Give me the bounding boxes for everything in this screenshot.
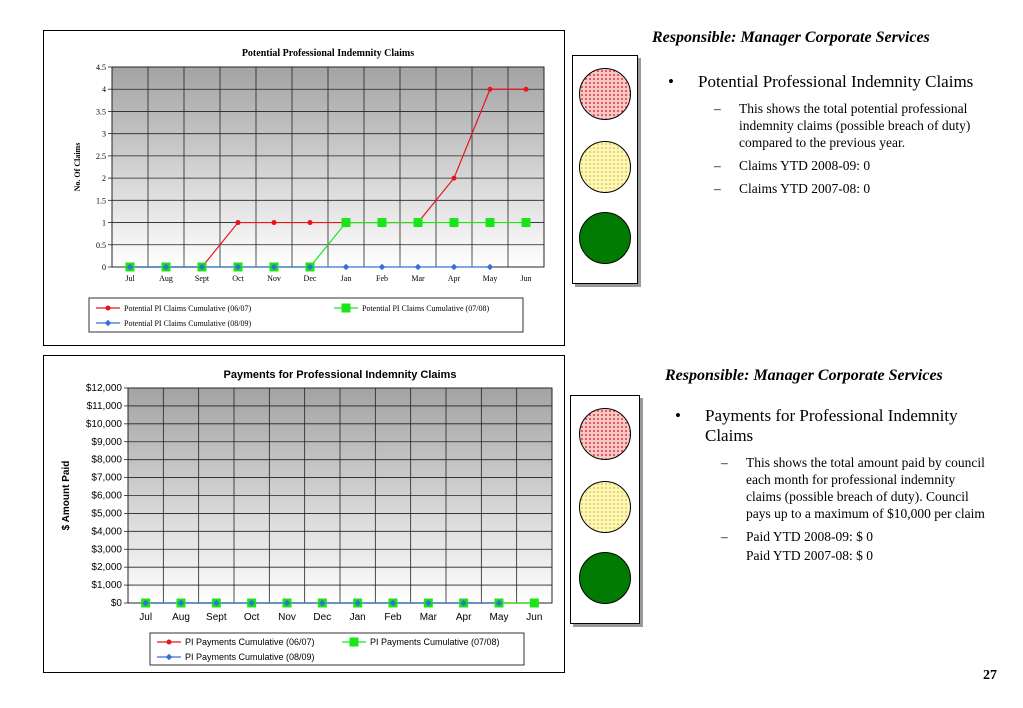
y-tick-label: 0 [102, 263, 106, 272]
x-tick-label: Aug [159, 274, 173, 283]
y-tick-label: $12,000 [85, 383, 122, 394]
green-light [579, 552, 631, 604]
y-tick-label: 3.5 [96, 107, 106, 117]
chart-title: Potential Professional Indemnity Claims [241, 48, 415, 59]
y-tick-label: $3,000 [91, 544, 122, 556]
x-tick-label: Jul [125, 274, 135, 283]
y-tick-label: 1.5 [96, 196, 106, 206]
y-tick-label: $0 [110, 598, 122, 609]
payments-subitem [667, 454, 993, 522]
x-tick-label: Jul [139, 612, 153, 623]
x-tick-label: May [489, 612, 509, 623]
y-tick-label: 0.5 [96, 240, 106, 250]
x-tick-label: Sept [194, 274, 210, 283]
red-light [579, 68, 631, 120]
data-point [272, 220, 277, 225]
traffic-light-2 [570, 395, 640, 624]
y-tick-label: $9,000 [91, 436, 122, 448]
x-tick-label: Nov [278, 612, 296, 623]
data-point [414, 218, 423, 227]
x-tick-label: Dec [313, 612, 332, 623]
payments-description [667, 406, 993, 564]
claims-bullet [660, 72, 980, 92]
y-tick-label: $1,000 [91, 580, 122, 592]
amber-light [579, 141, 631, 193]
x-tick-label: Jan [340, 274, 352, 283]
claims-description [660, 72, 980, 197]
data-point [488, 87, 493, 92]
dash: – [714, 158, 721, 173]
data-point [452, 176, 457, 181]
y-axis-label: No. Of Claims [73, 142, 82, 192]
bullet-dot: • [675, 406, 681, 425]
claims-ytd-0708: Claims YTD 2007-08: 0 [739, 181, 871, 196]
chart-title: Payments for Professional Indemnity Claims [223, 369, 457, 381]
data-point [522, 218, 531, 227]
dash: – [721, 455, 728, 470]
y-tick-label: $10,000 [85, 418, 122, 430]
payments-bullet-text: Payments for Professional Indemnity Claims [705, 406, 958, 445]
data-point [530, 599, 539, 608]
data-point [106, 306, 111, 311]
claims-ytd-0809: Claims YTD 2008-09: 0 [739, 158, 871, 173]
responsible-heading-2: Responsible: Manager Corporate Services [665, 367, 943, 384]
dash: – [714, 101, 721, 116]
y-tick-label: $2,000 [91, 562, 122, 574]
x-tick-label: Oct [243, 612, 260, 623]
x-tick-label: Feb [384, 612, 402, 623]
data-point [236, 220, 241, 225]
payments-subitem [667, 547, 993, 564]
data-point [524, 87, 529, 92]
y-axis-label: $ Amount Paid [61, 460, 72, 531]
legend-label: PI Payments Cumulative (07/08) [370, 637, 500, 647]
y-tick-label: $4,000 [91, 526, 122, 538]
x-tick-label: Jun [520, 274, 532, 283]
paid-ytd-0809: Paid YTD 2008-09: $ 0 [746, 529, 873, 544]
amber-light [579, 481, 631, 533]
claims-chart-svg [44, 31, 564, 345]
dash: – [721, 529, 728, 544]
y-tick-label: 2 [102, 174, 106, 184]
data-point [342, 218, 351, 227]
claims-chart [43, 30, 565, 346]
x-tick-label: Jan [349, 612, 366, 623]
y-tick-label: $8,000 [91, 454, 122, 466]
traffic-light-1 [572, 55, 638, 284]
x-tick-label: May [482, 274, 498, 283]
bullet-dot: • [668, 72, 674, 91]
y-tick-label: 2.5 [96, 151, 106, 161]
y-tick-label: 4.5 [96, 63, 106, 72]
responsible-heading-1: Responsible: Manager Corporate Services [652, 29, 930, 46]
claims-subitem-text: This shows the total potential professional indemnity claims (possible breach of duty) compared to the previous year. [739, 101, 971, 150]
y-tick-label: $7,000 [91, 472, 122, 484]
payments-subitem-text: This shows the total amount paid by council each month for professional indemnity claims (possible breach of duty). Council pays up to a maximum of $10,000 per claim [746, 455, 985, 521]
y-tick-label: 4 [102, 85, 106, 95]
legend-label: Potential PI Claims Cumulative (06/07) [124, 304, 252, 313]
x-tick-label: Apr [455, 612, 472, 623]
legend-label: Potential PI Claims Cumulative (08/09) [124, 319, 252, 328]
data-point [450, 218, 459, 227]
y-tick-label: $5,000 [91, 508, 122, 520]
x-tick-label: Dec [303, 274, 317, 283]
data-point [378, 218, 387, 227]
y-tick-label: 3 [102, 129, 106, 139]
x-tick-label: Apr [447, 274, 461, 283]
claims-subitem [660, 180, 980, 197]
x-tick-label: Jun [526, 612, 543, 623]
legend-label: Potential PI Claims Cumulative (07/08) [362, 304, 490, 313]
payments-chart-svg [44, 356, 564, 672]
dash: – [714, 181, 721, 196]
legend-label: PI Payments Cumulative (06/07) [185, 637, 315, 647]
x-tick-label: Mar [411, 274, 425, 283]
green-light [579, 212, 631, 264]
page-number: 27 [983, 668, 997, 683]
paid-ytd-0708: Paid YTD 2007-08: $ 0 [746, 548, 873, 563]
claims-subitem [660, 100, 980, 151]
y-tick-label: 1 [102, 218, 106, 228]
x-tick-label: Sept [206, 612, 227, 623]
x-tick-label: Nov [267, 274, 281, 283]
y-tick-label: $6,000 [91, 490, 122, 502]
payments-bullet [667, 406, 993, 446]
legend-label: PI Payments Cumulative (08/09) [185, 652, 315, 662]
data-point [342, 304, 351, 313]
y-tick-label: $11,000 [86, 400, 122, 412]
data-point [486, 218, 495, 227]
x-tick-label: Oct [232, 274, 244, 283]
red-light [579, 408, 631, 460]
payments-chart [43, 355, 565, 673]
data-point [308, 220, 313, 225]
data-point [167, 640, 172, 645]
x-tick-label: Feb [376, 274, 388, 283]
claims-bullet-text: Potential Professional Indemnity Claims [698, 72, 974, 91]
claims-subitem [660, 157, 980, 174]
payments-subitem [667, 528, 993, 545]
data-point [350, 638, 359, 647]
x-tick-label: Mar [419, 612, 437, 623]
x-tick-label: Aug [172, 612, 190, 623]
